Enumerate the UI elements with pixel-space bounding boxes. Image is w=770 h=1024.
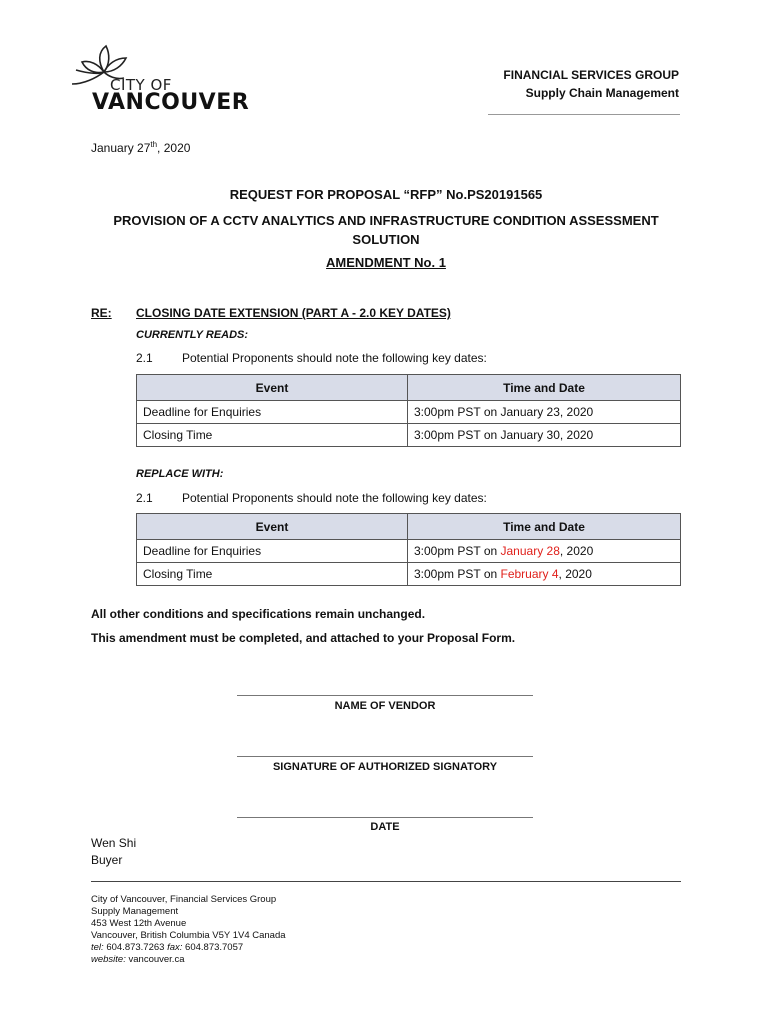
currently-reads-heading: CURRENTLY READS:: [136, 329, 249, 341]
logo-vancouver: VANCOUVER: [92, 90, 250, 115]
table-header-row: [137, 514, 681, 540]
re-subject: CLOSING DATE EXTENSION (PART A - 2.0 KEY DATES): [136, 306, 451, 320]
vendor-name-line: [237, 695, 533, 696]
table-row: [137, 424, 681, 447]
rfp-title: REQUEST FOR PROPOSAL “RFP” No.PS20191565: [229, 187, 543, 202]
time-cell: 3:00pm PST on February 4, 2020: [408, 563, 681, 586]
current-dates-table: [136, 374, 681, 447]
replace-intro: 2.1 Potential Proponents should note the following key dates:: [136, 491, 487, 505]
event-cell: Deadline for Enquiries: [137, 401, 408, 424]
time-cell: 3:00pm PST on January 28, 2020: [408, 540, 681, 563]
unchanged-note: All other conditions and specifications remain unchanged.: [91, 607, 426, 621]
header-divider: [488, 114, 680, 115]
replacement-dates-table: [136, 513, 681, 586]
project-title: PROVISION OF A CCTV ANALYTICS AND INFRASTRUCTURE CONDITION ASSESSMENT SOLUTION: [113, 213, 659, 247]
department-header: [503, 66, 679, 102]
dept-line-1: FINANCIAL SERVICES GROUP: [503, 68, 679, 82]
changed-date: January 28: [500, 544, 560, 558]
attach-note: This amendment must be completed, and attached to your Proposal Form.: [91, 631, 516, 645]
event-cell: Deadline for Enquiries: [137, 540, 408, 563]
footer-address: City of Vancouver, Financial Services Group Supply Management 453 West 12th Avenue Vancouver, British Columbia V5Y 1V4 Canada tel: 604.873.7263 fax: 604.873.7057 website: vancouver.ca: [91, 894, 286, 965]
col-event-header: Event: [137, 514, 408, 540]
footer-website: website: vancouver.ca: [91, 954, 185, 965]
table-row: [137, 401, 681, 424]
col-time-header: Time and Date: [408, 514, 681, 540]
letter-date: January 27th, 2020: [91, 140, 191, 155]
time-cell: 3:00pm PST on January 30, 2020: [408, 424, 681, 447]
table-header-row: [137, 375, 681, 401]
signature-line: [237, 756, 533, 757]
vendor-name-label: NAME OF VENDOR: [334, 700, 436, 712]
event-cell: Closing Time: [137, 424, 408, 447]
date-line: [237, 817, 533, 818]
table-row: [137, 540, 681, 563]
footer-divider: [91, 881, 681, 882]
date-label: DATE: [370, 821, 400, 833]
logo-city-of: CITY OF: [110, 76, 172, 94]
signature-label: SIGNATURE OF AUTHORIZED SIGNATORY: [272, 761, 498, 773]
changed-date: February 4: [500, 567, 559, 581]
footer-phone-fax: tel: 604.873.7263 fax: 604.873.7057: [91, 942, 244, 953]
time-cell: 3:00pm PST on January 23, 2020: [408, 401, 681, 424]
amendment-title: AMENDMENT No. 1: [326, 255, 446, 270]
col-event-header: Event: [137, 375, 408, 401]
buyer-block: [91, 835, 136, 869]
event-cell: Closing Time: [137, 563, 408, 586]
current-intro: 2.1 Potential Proponents should note the following key dates:: [136, 351, 487, 365]
buyer-title: Buyer: [91, 853, 123, 867]
re-label: RE:: [91, 306, 112, 320]
table-row: [137, 563, 681, 586]
buyer-name: Wen Shi: [91, 836, 137, 850]
city-of-vancouver-logo: [68, 44, 248, 114]
replace-with-heading: REPLACE WITH:: [136, 468, 224, 480]
dept-line-2: Supply Chain Management: [525, 86, 679, 100]
col-time-header: Time and Date: [408, 375, 681, 401]
